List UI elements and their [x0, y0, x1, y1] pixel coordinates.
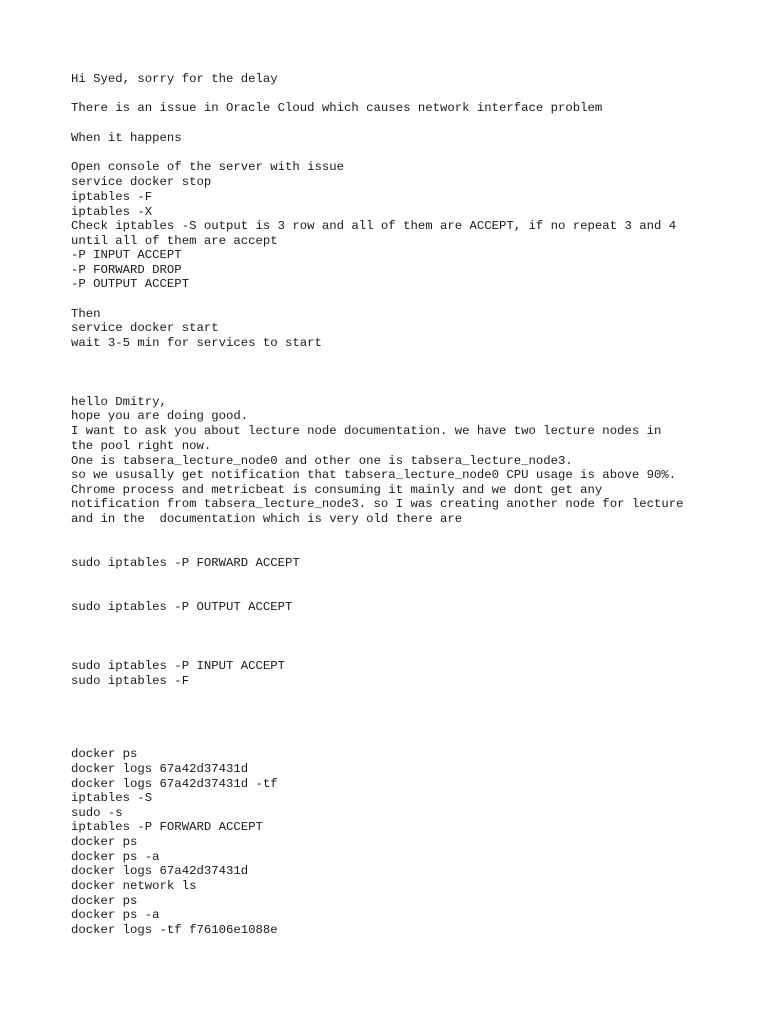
command-line: docker logs 67a42d37431d -tf	[71, 777, 278, 791]
text-line: Then	[71, 307, 101, 321]
text-line: Chrome process and metricbeat is consuming it mainly and we dont get any	[71, 483, 603, 497]
text-line: and in the documentation which is very old there are	[71, 512, 463, 526]
command-line: docker logs 67a42d37431d	[71, 864, 249, 878]
command-line: docker ps	[71, 835, 138, 849]
command-line: iptables -P FORWARD ACCEPT	[71, 820, 263, 834]
text-line: wait 3-5 min for services to start	[71, 336, 322, 350]
command-line: sudo iptables -P FORWARD ACCEPT	[71, 556, 300, 570]
text-line: Hi Syed, sorry for the delay	[71, 72, 278, 86]
command-line: docker logs 67a42d37431d	[71, 762, 249, 776]
text-line: Open console of the server with issue	[71, 160, 345, 174]
text-line: so we ususally get notification that tabsera_lecture_node0 CPU usage is above 90%.	[71, 468, 677, 482]
text-line: until all of them are accept	[71, 234, 278, 248]
command-line: sudo iptables -P OUTPUT ACCEPT	[71, 600, 293, 614]
command-line: docker network ls	[71, 879, 197, 893]
text-line: hope you are doing good.	[71, 409, 249, 423]
text-line: iptables -X	[71, 205, 153, 219]
text-line: hello Dmitry,	[71, 395, 167, 409]
command-line: docker ps -a	[71, 908, 160, 922]
command-line: docker logs -tf f76106e1088e	[71, 923, 278, 937]
text-line: -P FORWARD DROP	[71, 263, 182, 277]
text-line: iptables -F	[71, 190, 153, 204]
text-line: Check iptables -S output is 3 row and all of them are ACCEPT, if no repeat 3 and 4	[71, 219, 677, 233]
text-line: service docker start	[71, 321, 219, 335]
command-line: sudo iptables -P INPUT ACCEPT	[71, 659, 286, 673]
text-line: I want to ask you about lecture node documentation. we have two lecture nodes in	[71, 424, 662, 438]
text-line: When it happens	[71, 131, 182, 145]
command-line: docker ps	[71, 747, 138, 761]
command-line: sudo -s	[71, 806, 123, 820]
text-line: -P OUTPUT ACCEPT	[71, 277, 190, 291]
text-line: There is an issue in Oracle Cloud which causes network interface problem	[71, 101, 603, 115]
text-line: notification from tabsera_lecture_node3. so I was creating another node for lecture	[71, 497, 684, 511]
text-line: service docker stop	[71, 175, 212, 189]
command-line: docker ps -a	[71, 850, 160, 864]
command-line: iptables -S	[71, 791, 153, 805]
command-line: docker ps	[71, 894, 138, 908]
text-line: the pool right now.	[71, 439, 212, 453]
text-line: -P INPUT ACCEPT	[71, 248, 182, 262]
text-line: One is tabsera_lecture_node0 and other one is tabsera_lecture_node3.	[71, 454, 573, 468]
command-line: sudo iptables -F	[71, 674, 190, 688]
